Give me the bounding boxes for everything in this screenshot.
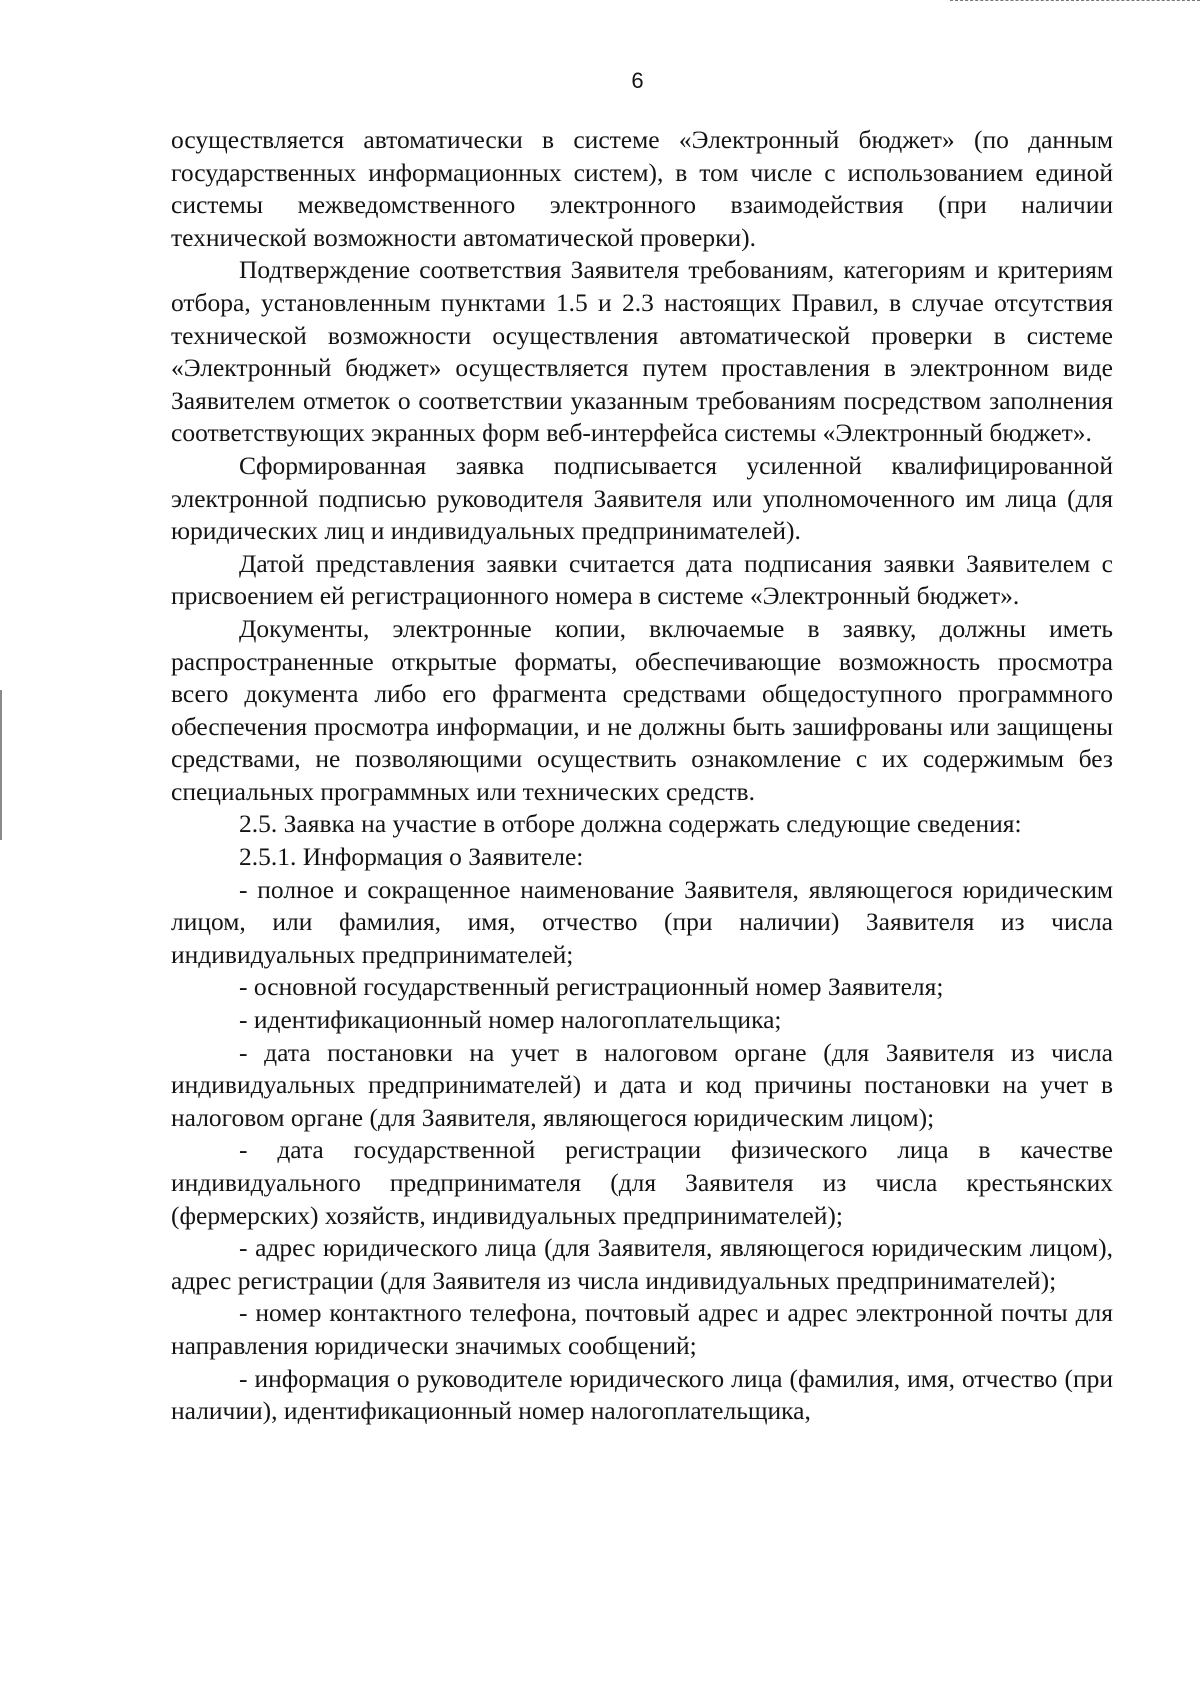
list-item-ogrn: - основной государственный регистрационный номер Заявителя; bbox=[239, 972, 944, 1002]
list-item-head-info: - информация о руководителе юридического лица (фамилия, имя, отчество (при наличии), идентификационный номер налогоплательщика, bbox=[171, 1363, 1113, 1426]
paragraph-section-2-5-1: 2.5.1. Информация о Заявителе: bbox=[239, 842, 584, 872]
list-item-inn: - идентификационный номер налогоплательщика; bbox=[239, 1005, 782, 1035]
paragraph-document-formats: Документы, электронные копии, включаемые в заявку, должны иметь распространенные открытые форматы, обеспечивающие возможность просмотра всего документа либо его фрагмента средствами общедоступного программного обеспечения просмотра информации, и не должны быть зашифрованы или защищены средствами, не позволяющими осуществить ознакомление с их содержимым без специальных программных или технических средств. bbox=[171, 613, 1113, 806]
list-item-address: - адрес юридического лица (для Заявителя, являющегося юридическим лицом), адрес регистрации (для Заявителя из числа индивидуальных предпринимателей); bbox=[171, 1233, 1113, 1295]
paragraph-continuation: осуществляется автоматически в системе «Электронный бюджет» (по данным государственных информационных систем), в том числе с использованием единой системы межведомственного электронного взаимодействия (при наличии технической возможности автоматической проверки). bbox=[171, 125, 1113, 252]
document-body bbox=[171, 124, 1113, 1428]
scan-edge-mark-left bbox=[0, 690, 2, 840]
list-item-state-registration: - дата государственной регистрации физического лица в качестве индивидуального предпринимателя (для Заявителя из числа крестьянских (фермерских) хозяйств, индивидуальных предпринимателей); bbox=[171, 1135, 1113, 1230]
paragraph-compliance-confirmation: Подтверждение соответствия Заявителя требованиям, категориям и критериям отбора, установленным пунктами 1.5 и 2.3 настоящих Правил, в случае отсутствия технической возможности осуществления автоматической проверки в системе «Электронный бюджет» осуществляется путем проставления в электронном виде Заявителем отметок о соответствии указанным требованиям посредством заполнения соответствующих экранных форм веб-интерфейса системы «Электронный бюджет». bbox=[171, 255, 1113, 448]
paragraph-submission-date: Датой представления заявки считается дата подписания заявки Заявителем с присвоением ей регистрационного номера в системе «Электронный бюджет». bbox=[171, 548, 1113, 611]
list-item-contacts: - номер контактного телефона, почтовый адрес и адрес электронной почты для направления юридически значимых сообщений; bbox=[171, 1298, 1113, 1360]
scan-edge-mark-top bbox=[950, 0, 1200, 2]
paragraph-signature: Сформированная заявка подписывается усиленной квалифицированной электронной подписью руководителя Заявителя или уполномоченного им лица (для юридических лиц и индивидуальных предпринимателей). bbox=[171, 450, 1113, 546]
list-item-name: - полное и сокращенное наименование Заявителя, являющегося юридическим лицом, или фамилия, имя, отчество (при наличии) Заявителя из числа индивидуальных предпринимателей; bbox=[171, 874, 1113, 969]
paragraph-section-2-5: 2.5. Заявка на участие в отборе должна содержать следующие сведения: bbox=[239, 809, 1022, 839]
list-item-tax-registration: - дата постановки на учет в налоговом органе (для Заявителя из числа индивидуальных предпринимателей) и дата и код причины постановки на учет в налоговом органе (для Заявителя, являющегося юридическим лицом); bbox=[171, 1037, 1113, 1132]
page-number: 6 bbox=[631, 68, 644, 93]
